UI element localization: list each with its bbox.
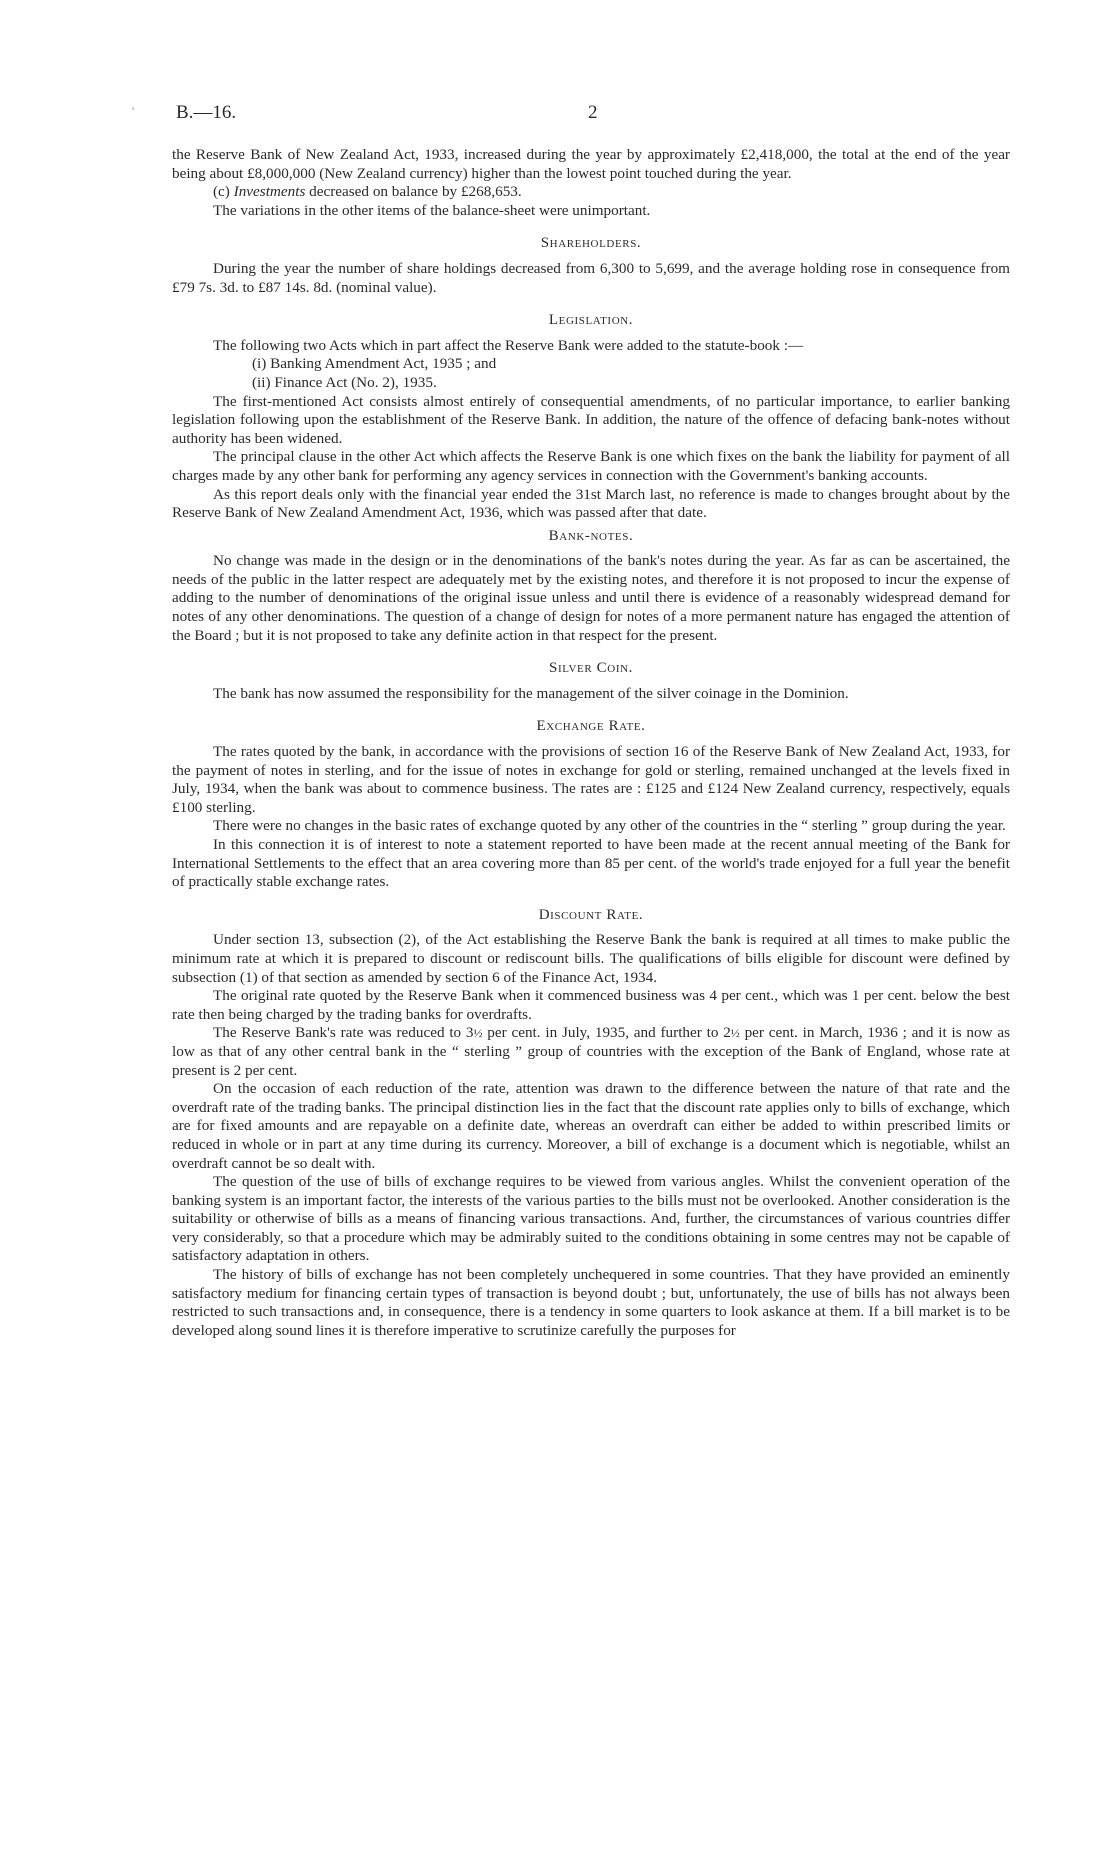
discount-rate-section — [172, 906, 1010, 1341]
discount-rate-paragraph-6: The history of bills of exchange has not been completely unchequered in some countries. That they have provided an eminently satisfactory medium for financing certain types of transaction is beyond doubt ; but, unfortunately, the use of bills has not always been restricted to such transactions and, in consequence, there is a tendency in some quarters to look askance at them. If a bill market is to be developed along sound lines it is therefore imperative to scrutinize carefully the purposes for — [172, 1266, 1010, 1339]
exchange-rate-paragraph-2: There were no changes in the basic rates of exchange quoted by any other of the countries in the “ sterling ” group during the year. — [213, 817, 1006, 835]
exchange-rate-paragraph-1: The rates quoted by the bank, in accordance with the provisions of section 16 of the Reserve Bank of New Zealand Act, 1933, for the payment of notes in sterling, and for the issue of notes in exchange for gold or sterling, remained unchanged at the levels fixed in July, 1934, when the bank was about to commence business. The rates are : £125 and £124 New Zealand currency, respectively, equals £100 sterling. — [172, 743, 1010, 816]
silver-coin-section — [172, 659, 1010, 703]
silver-coin-paragraph-1: The bank has now assumed the responsibility for the management of the silver coinage in the Dominion. — [213, 684, 849, 702]
exchange-rate-section — [172, 717, 1010, 891]
section-heading-legislation: Legislation. — [548, 312, 634, 329]
legislation-paragraph-1: The following two Acts which in part affect the Reserve Bank were added to the statute-book :— — [213, 336, 804, 354]
legislation-paragraph-3: The principal clause in the other Act which affects the Reserve Bank is one which fixes on the bank the liability for payment of all charges made by any other bank for performing any agency services in connection with the Government's banking accounts. — [172, 448, 1010, 484]
section-heading-exchange-rate: Exchange Rate. — [536, 718, 646, 735]
item-label: (c) — [213, 183, 230, 201]
intro-paragraph-2 — [172, 183, 1010, 202]
fraction-half: ½ — [473, 1026, 483, 1041]
legislation-section — [172, 311, 1010, 523]
legislation-list-item-2: (ii) Finance Act (No. 2), 1935. — [252, 373, 437, 391]
italic-term: Investments — [233, 183, 306, 201]
item-text: decreased on balance by £268,653. — [309, 183, 522, 201]
discount-rate-paragraph-4: On the occasion of each reduction of the rate, attention was drawn to the difference between the nature of that rate and the overdraft rate of the trading banks. The principal distinction lies in the fact that the discount rate applies only to bills of exchange, which are for fixed amounts and are repayable on a definite date, whereas an overdraft can either be added to within prescribed limits or reduced in whole or in part at any time during its currency. Moreover, a bill of exchange is a document which is negotiable, whilst an overdraft cannot be so dealt with. — [172, 1080, 1010, 1172]
section-heading-shareholders: Shareholders. — [540, 235, 642, 252]
exchange-rate-paragraph-3: In this connection it is of interest to note a statement reported to have been made at the recent annual meeting of the Bank for International Settlements to the effect that an area covering more than 85 per cent. of the world's trade enjoyed for a full year the benefit of practically stable exchange rates. — [172, 836, 1010, 891]
page-header — [172, 104, 1010, 134]
intro-section — [172, 146, 1010, 220]
bank-notes-paragraph-1: No change was made in the design or in the denominations of the bank's notes during the year. As far as can be ascertained, the needs of the public in the latter respect are adequately met by the existing notes, and therefore it is not proposed to incur the expense of adding to the number of denominations of the original issue unless and until there is evidence of a reasonably widespread demand for notes of any other denominations. The question of a change of design for notes of a more permanent nature has engaged the attention of the Board ; but it is not proposed to take any definite action in that respect for the present. — [172, 552, 1010, 644]
legislation-paragraph-2: The first-mentioned Act consists almost entirely of consequential amendments, of no particular importance, to earlier banking legislation following upon the establishment of the Reserve Bank. In addition, the nature of the offence of defacing bank-notes without authority has been widened. — [172, 392, 1010, 447]
document-reference: B.—16. — [176, 102, 237, 123]
section-heading-silver-coin: Silver Coin. — [549, 660, 633, 677]
intro-paragraph-3: The variations in the other items of the balance-sheet were unimportant. — [213, 201, 651, 219]
discount-rate-paragraph-2: The original rate quoted by the Reserve Bank when it commenced business was 4 per cent., which was 1 per cent. below the best rate then being charged by the trading banks for overdrafts. — [172, 987, 1010, 1023]
discount-rate-paragraph-3 — [172, 1024, 1010, 1080]
fraction-half: ½ — [730, 1026, 740, 1041]
text-run: per cent. in July, 1935, and further to 2 — [482, 1024, 731, 1042]
margin-mark: ' — [132, 104, 135, 118]
section-heading-bank-notes: Bank-notes. — [548, 527, 634, 544]
page-number: 2 — [588, 102, 598, 123]
legislation-list-item-1: (i) Banking Amendment Act, 1935 ; and — [252, 355, 497, 373]
shareholders-section — [172, 234, 1010, 297]
text-run: The Reserve Bank's rate was reduced to 3 — [213, 1024, 474, 1042]
legislation-paragraph-4: As this report deals only with the financial year ended the 31st March last, no reference is made to changes brought about by the Reserve Bank of New Zealand Amendment Act, 1936, which was passed after that date. — [172, 485, 1010, 522]
shareholders-paragraph-1: During the year the number of share holdings decreased from 6,300 to 5,699, and the average holding rose in consequence from £79 7s. 3d. to £87 14s. 8d. (nominal value). — [172, 259, 1010, 296]
section-heading-discount-rate: Discount Rate. — [538, 906, 644, 923]
intro-paragraph-1: the Reserve Bank of New Zealand Act, 1933, increased during the year by approximately £2,418,000, the total at the end of the year being about £8,000,000 (New Zealand currency) higher than the lowest point touched during the year. — [172, 146, 1010, 182]
bank-notes-section — [172, 527, 1010, 646]
text-run: per cent. in March, 1936 ; and it is now as low as that of any other central bank in the “ sterling ” group of countries with the exception of the Bank of England, whose rate at present is 2 per cent. — [172, 1024, 1010, 1079]
discount-rate-paragraph-1: Under section 13, subsection (2), of the Act establishing the Reserve Bank the bank is required at all times to make public the minimum rate at which it is prepared to discount or rediscount bills. The qualifications of bills eligible for discount were defined by subsection (1) of that section as amended by section 6 of the Finance Act, 1934. — [172, 931, 1010, 986]
discount-rate-paragraph-5: The question of the use of bills of exchange requires to be viewed from various angles. Whilst the convenient operation of the banking system is an important factor, the interests of the various parties to the bills must not be overlooked. Another consideration is the suitability or otherwise of bills as a means of financing various transactions. And, further, the circumstances of various countries differ very considerably, so that a procedure which may be admirably suited to the conditions obtaining in some centres may not be capable of satisfactory adaptation in others. — [172, 1173, 1010, 1265]
document-page — [172, 104, 1010, 1340]
